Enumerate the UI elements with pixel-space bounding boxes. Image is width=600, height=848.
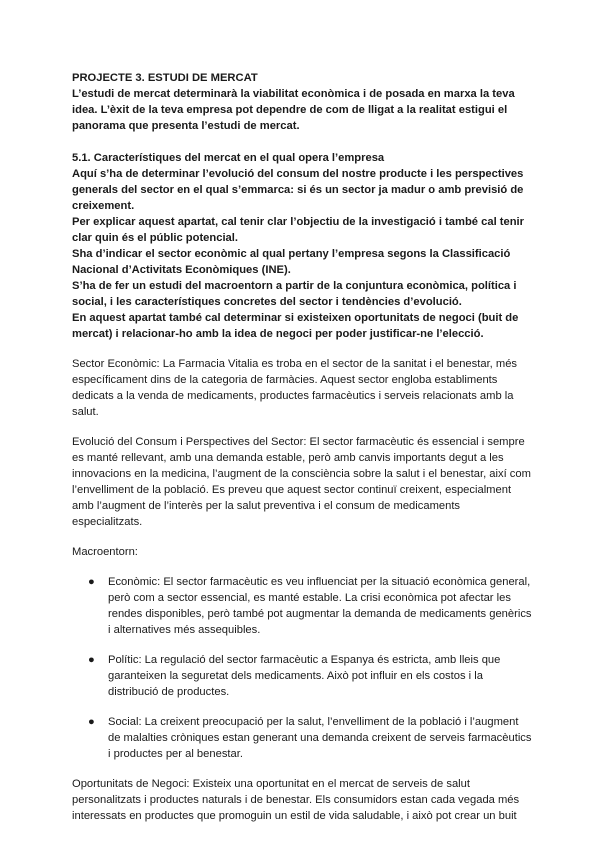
list-item [72, 714, 532, 762]
bullet-icon: ● [88, 716, 95, 728]
instruction-3: Sha d’indicar el sector econòmic al qual pertany l’empresa segons la Classificació Nacional d’Activitats Econòmiques (INE). [72, 248, 511, 276]
document-page [72, 70, 532, 824]
intro-paragraph: L’estudi de mercat determinarà la viabilitat econòmica i de posada en marxa la teva idea. L’èxit de la teva empresa pot dependre de com de lligat a la realitat estigui el panorama que presenta l’estudi de mercat. [72, 88, 515, 132]
instruction-4: S’ha de fer un estudi del macroentorn a partir de la conjuntura econòmica, política i social, i les característiques concretes del sector i tendències d’evolució. [72, 280, 517, 308]
opportunities-paragraph: Oportunitats de Negoci: Existeix una oportunitat en el mercat de serveis de salut personalitzats i productes naturals i de benestar. Els consumidors estan cada vegada més interessats en productes que promoguin un estil de vida saludable, i això pot crear un buit [72, 778, 520, 822]
instruction-2: Per explicar aquest apartat, cal tenir clar l’objectiu de la investigació i també cal tenir clar quin és el públic potencial. [72, 216, 525, 244]
list-item [72, 574, 532, 638]
macro-list [72, 574, 532, 762]
macro-label: Macroentorn: [72, 546, 138, 558]
macro-political: Polític: La regulació del sector farmacèutic a Espanya és estricta, amb lleis que garanteixen la seguretat dels medicaments. Això pot influir en els costos i la distribució de productes. [108, 654, 501, 698]
bullet-icon: ● [88, 654, 95, 666]
instruction-5: En aquest apartat també cal determinar si existeixen oportunitats de negoci (buit de mercat) i relacionar-ho amb la idea de negoci per poder justificar-ne l’elecció. [72, 312, 519, 340]
instruction-1: Aquí s’ha de determinar l’evolució del consum del nostre producte i les perspectives generals del sector en el qual s’emmarca: si és un sector ja madur o amb previsió de creixement. [72, 168, 524, 212]
macro-social: Social: La creixent preocupació per la salut, l’envelliment de la població i l’augment de malalties cròniques estan generant una demanda creixent de serveis farmacèutics i productes per al benestar. [108, 716, 532, 760]
section-title: 5.1. Característiques del mercat en el qual opera l’empresa [72, 152, 385, 164]
document-heading: PROJECTE 3. ESTUDI DE MERCAT [72, 72, 258, 84]
evolution-paragraph: Evolució del Consum i Perspectives del Sector: El sector farmacèutic és essencial i sempre es manté rellevant, amb una demanda estable, però amb canvis importants degut a les innovacions en la medicina, l’augment de la consciència sobre la salut i el benestar, així com l’envelliment de la població. Es preveu que aquest sector continuï creixent, especialment amb l’augment de l’interès per la salut preventiva i el consum de medicaments especialitzats. [72, 436, 531, 528]
macro-economic: Econòmic: El sector farmacèutic es veu influenciat per la situació econòmica general, però com a sector essencial, es manté estable. La crisi econòmica pot afectar les rendes disponibles, però també pot augmentar la demanda de medicaments genèrics i alternatives més assequibles. [108, 576, 532, 636]
sector-paragraph: Sector Econòmic: La Farmacia Vitalia es troba en el sector de la sanitat i el benestar, més específicament dins de la categoria de farmàcies. Aquest sector engloba establiments dedicats a la venda de medicaments, productes farmacèutics i serveis relacionats amb la salut. [72, 358, 518, 418]
bullet-icon: ● [88, 576, 95, 588]
list-item [72, 652, 532, 700]
